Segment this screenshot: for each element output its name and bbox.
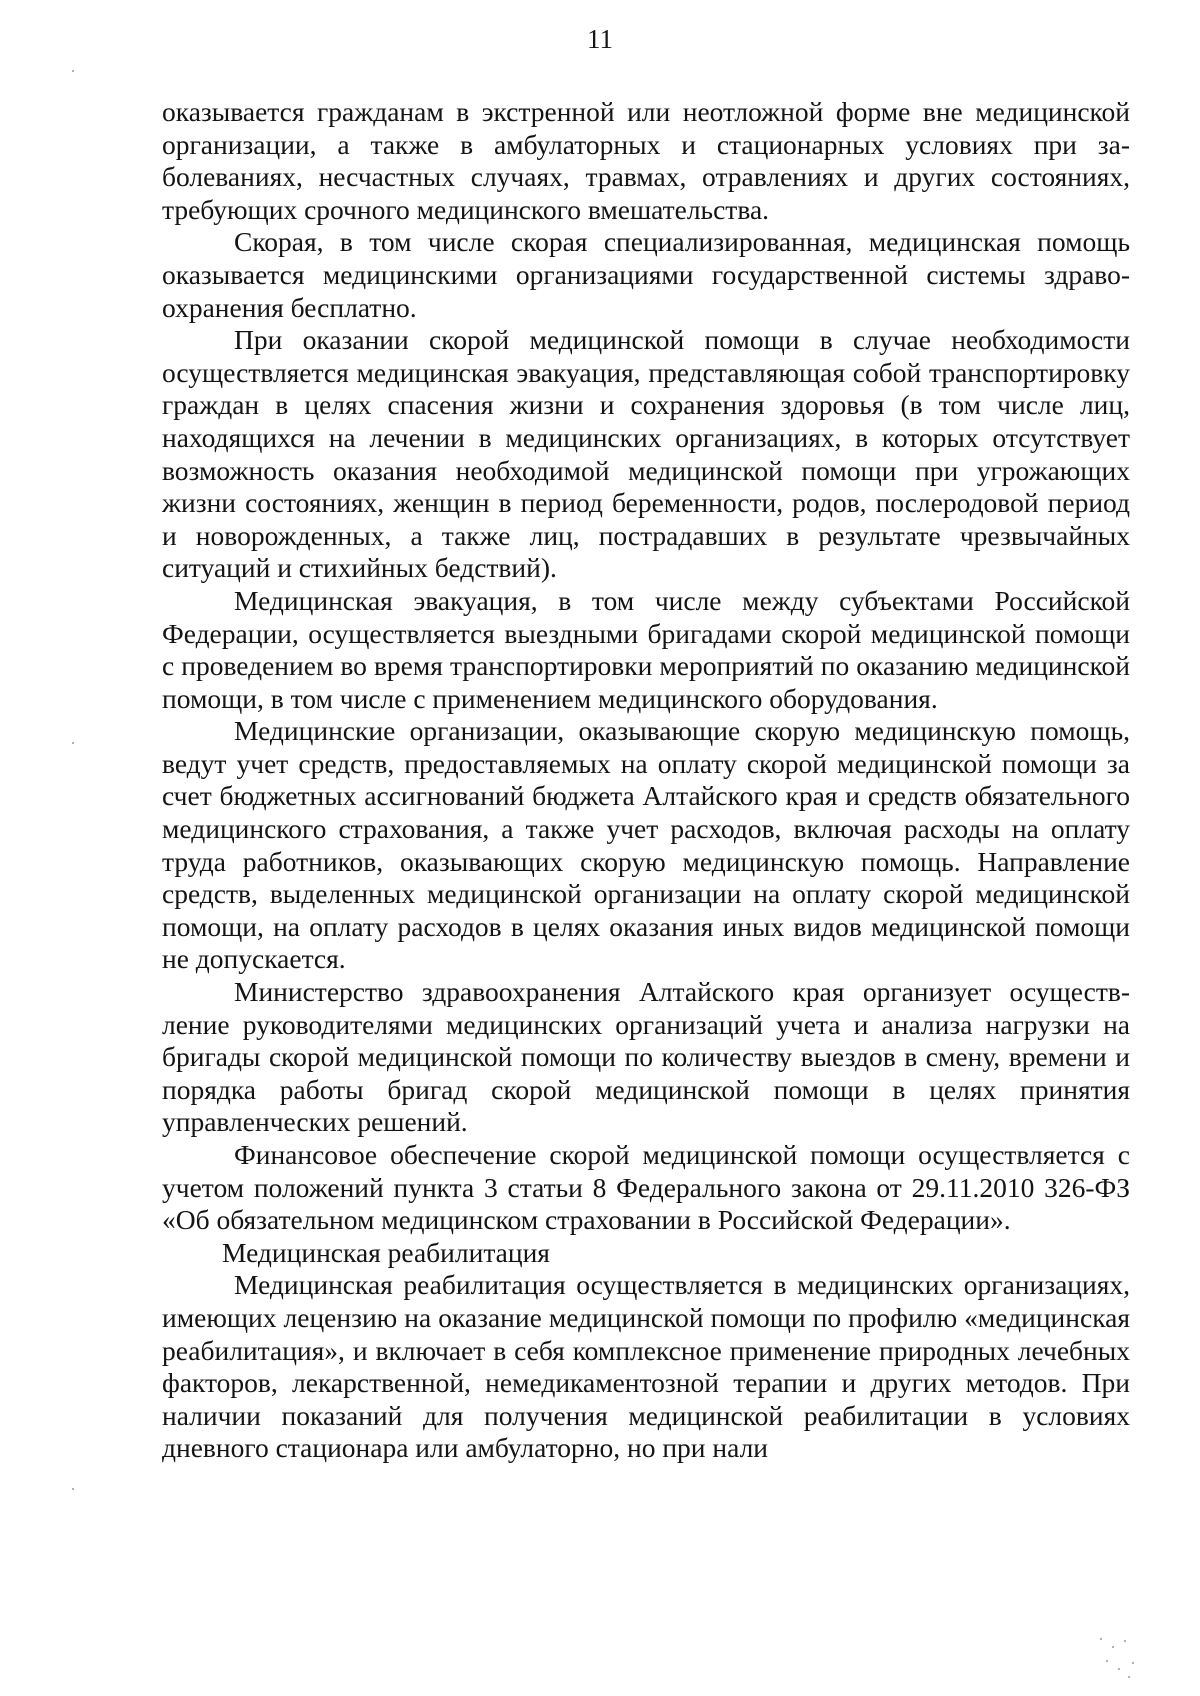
paragraph-rehabilitation: Медицинская реабилитация осуществляется в медицинских организациях, имеющих лецензию на оказание медицинской помощи по профилю «медицинская реабилитация», и включает в себя комплексное применение природных лечебных факторов, лекарственной, немедикаментозной терапии и других методов. При наличии показаний для получения медицинской реабилитации в условиях дневного стационара или амбулаторно, но при нали [162,1269,1130,1464]
paragraph-continuation: оказывается гражданам в экстренной или неотложной форме вне медицинской организации, а также в амбулаторных и стационарных условиях при заболеваниях, несчастных случаях, травмах, отравлениях и других состояниях, требующих срочного медицинского вмешательства. [162,96,1130,225]
paragraph-financing: Финансовое обеспечение скорой медицинской помощи осуществляется с учетом положений пункта 3 статьи 8 Федерального закона от 29.11.2010 326-ФЗ «Об обязательном медицинском страховании в Российской Федерации». [162,1139,1130,1236]
section-heading-rehabilitation: Медицинская реабилитация [222,1236,550,1268]
paragraph-funds-accounting: Медицинские организации, оказывающие скорую медицинскую помощь, ведут учет средств, предоставляемых на оплату скорой медицинской помощи за счет бюджетных ассигнований бюджета Алтайского края и средств обязательного медицинского страхования, а также учет расходов, включая расходы на оплату труда работников, оказывающих скорую медицинскую помощь. Направление средств, выделенных медицинской организации на оплату скорой медицинской помощи, на оплату расходов в целях оказания иных видов медицинской помощи не допускается. [162,715,1130,975]
paragraph-ambulance-free: Скорая, в том числе скорая специализированная, медицинская помощь оказывается медицинскими организациями государственной системы здравоохранения бесплатно. [162,226,1130,323]
paragraph-ministry-analysis: Министерство здравоохранения Алтайского края организует осуществление руководителями медицинских организаций учета и анализа нагрузки на бригады скорой медицинской помощи по количеству выездов в смену, времени и порядка работы бригад скорой медицинской помощи в целях принятия управленческих решений. [162,976,1130,1138]
page-number: 11 [587,24,613,54]
document-body [162,96,1130,1465]
paragraph-medical-evacuation: При оказании скорой медицинской помощи в случае необходимости осуществляется медицинская эвакуация, представляющая собой транспортировку граждан в целях спасения жизни и сохранения здоровья (в том числе лиц, находящихся на лечении в медицинских организациях, в которых отсутствует возможность оказания необходимой медицинской помощи при угрожающих жизни состояниях, женщин в период беременности, родов, послеродовой период и новорожденных, а также лиц, пострадавших в результате чрезвычайных ситуаций и стихийных бедствий). [162,324,1130,584]
paragraph-evacuation-teams: Медицинская эвакуация, в том числе между субъектами Российской Федерации, осуществляется выездными бригадами скорой медицинской помощи с проведением во время транспортировки мероприятий по оказанию медицинской помощи, в том числе с применением медицинского оборудования. [162,584,1130,714]
